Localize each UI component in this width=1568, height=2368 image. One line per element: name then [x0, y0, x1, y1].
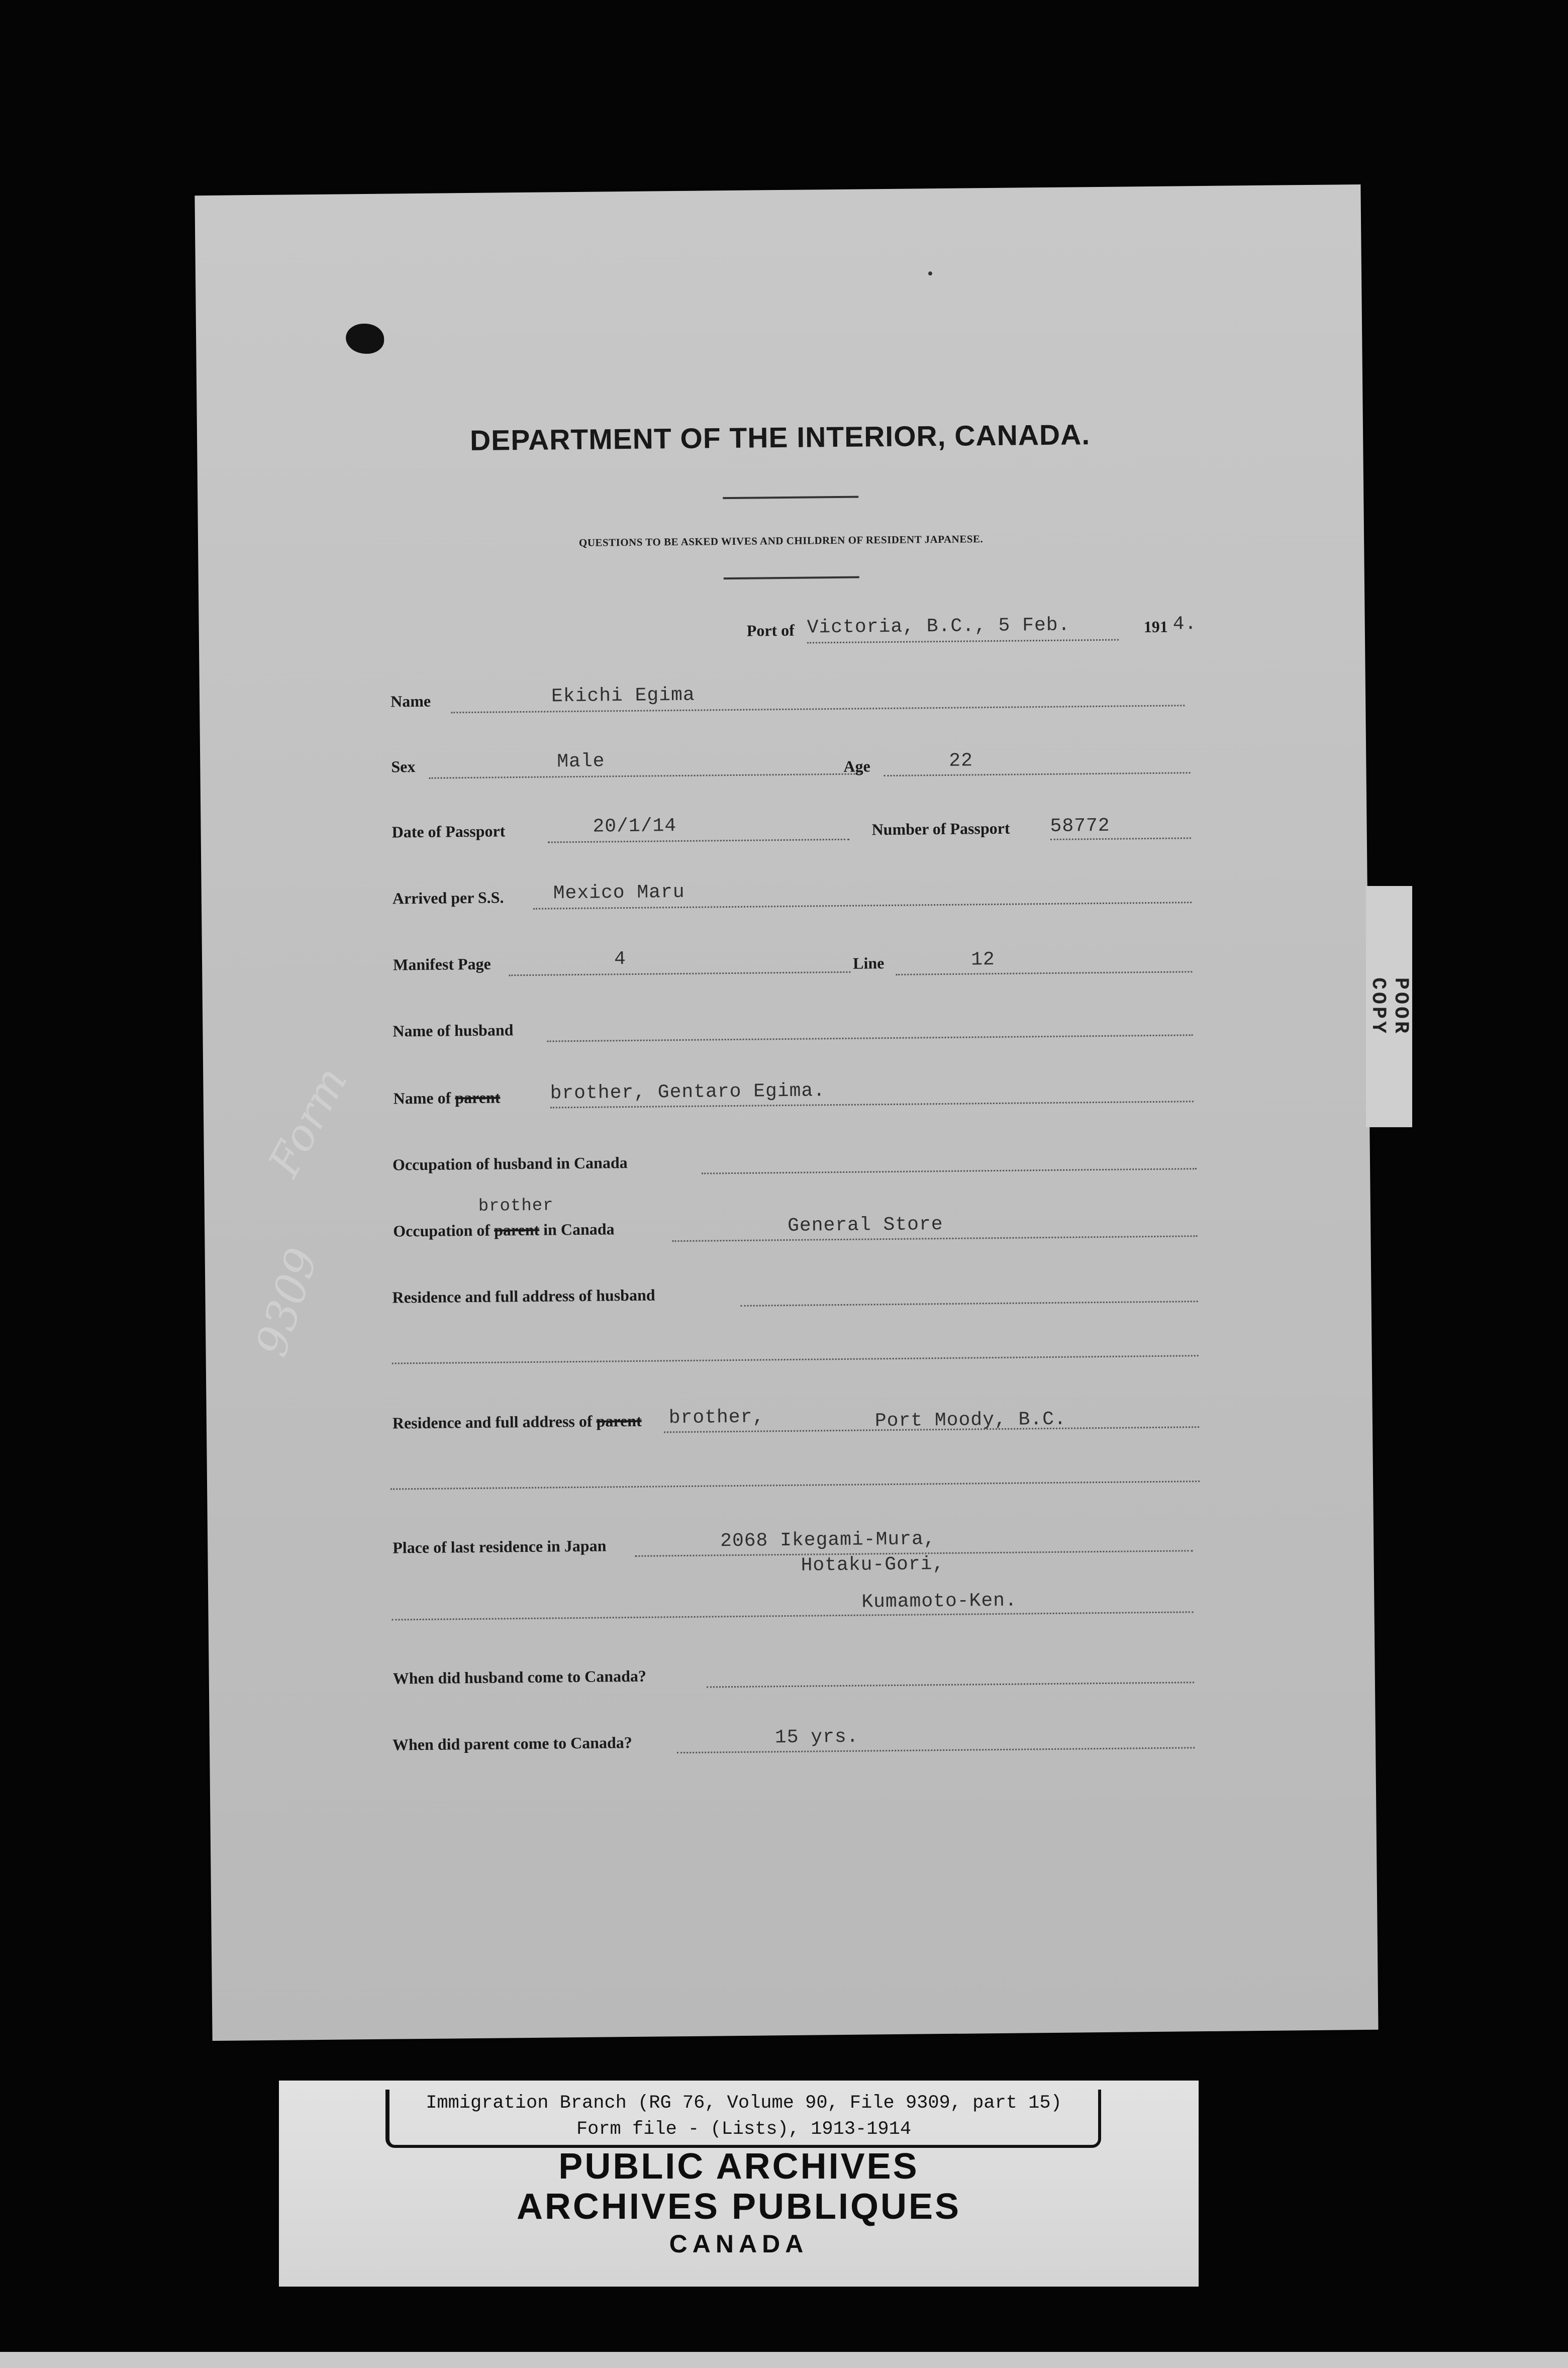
line-dotted-line	[896, 971, 1192, 975]
name-value: Ekichi Egima	[551, 684, 695, 708]
residence-husband-label: Residence and full address of husband	[392, 1286, 655, 1307]
number-of-passport-dotted-line	[1050, 837, 1191, 840]
sex-dotted-line	[429, 773, 861, 779]
last-residence-line-3: Kumamoto-Ken.	[861, 1590, 1018, 1613]
year-suffix: 4.	[1172, 613, 1197, 635]
name-of-husband-dotted-line	[547, 1034, 1193, 1042]
husband-came-label: When did husband come to Canada?	[393, 1666, 647, 1688]
title-rule-top	[723, 496, 858, 500]
port-dotted-line	[807, 639, 1119, 644]
name-of-husband-label: Name of husband	[393, 1021, 514, 1040]
handwritten-file-number: 9309	[246, 1242, 328, 1362]
last-residence-label: Place of last residence in Japan	[393, 1536, 607, 1557]
age-label: Age	[843, 757, 870, 775]
manifest-page-label: Manifest Page	[393, 954, 491, 974]
residence-parent-value-2: Port Moody, B.C.	[874, 1408, 1066, 1432]
archive-name-fr: ARCHIVES PUBLIQUES	[516, 2187, 961, 2227]
reference-box	[385, 2090, 1101, 2148]
age-value: 22	[949, 750, 973, 772]
line-value: 12	[970, 949, 995, 971]
archive-name-en: PUBLIC ARCHIVES	[558, 2146, 919, 2187]
occupation-husband-label: Occupation of husband in Canada	[392, 1153, 628, 1174]
poor-copy-text: POOR COPY	[1366, 977, 1412, 1036]
manifest-page-value: 4	[614, 948, 627, 970]
name-of-parent-value: brother, Gentaro Egima.	[550, 1080, 826, 1105]
date-of-passport-label: Date of Passport	[391, 822, 506, 841]
reference-line-2: Form file - (Lists), 1913-1914	[576, 2119, 912, 2140]
date-of-passport-dotted-line	[548, 839, 849, 843]
line-label: Line	[852, 954, 885, 972]
manifest-page-dotted-line	[509, 971, 850, 976]
name-label: Name	[390, 692, 431, 711]
residence-husband-dotted-line	[741, 1301, 1198, 1307]
name-of-parent-label	[394, 1088, 501, 1108]
arrived-per-label: Arrived per S.S.	[392, 888, 504, 908]
occupation-parent-value: General Store	[787, 1214, 943, 1237]
reference-line-1: Immigration Branch (RG 76, Volume 90, File 9309, part 15)	[426, 2093, 1062, 2114]
date-of-passport-value: 20/1/14	[593, 815, 677, 838]
title-rule-bottom	[724, 576, 859, 580]
form-page	[194, 184, 1378, 2041]
occupation-parent-label-suffix: in Canada	[543, 1220, 615, 1239]
residence-husband-dotted-line-2	[392, 1355, 1199, 1364]
form-subtitle: QUESTIONS TO BE ASKED WIVES AND CHILDREN OF RESIDENT JAPANESE.	[578, 533, 984, 549]
number-of-passport-label: Number of Passport	[871, 819, 1010, 839]
occupation-parent-label-prefix: Occupation of	[393, 1221, 491, 1240]
year-prefix: 191	[1143, 617, 1168, 636]
residence-parent-label	[393, 1412, 642, 1433]
occupation-parent-inserted-word: brother	[478, 1196, 554, 1216]
name-of-parent-struck-word: parent	[455, 1088, 501, 1107]
occupation-husband-dotted-line	[702, 1168, 1197, 1174]
residence-parent-label-prefix: Residence and full address of	[392, 1412, 593, 1432]
port-value: Victoria, B.C., 5 Feb.	[807, 614, 1070, 639]
ink-blot	[346, 324, 384, 354]
last-residence-line-2: Hotaku-Gori,	[801, 1553, 945, 1576]
residence-parent-struck-word: parent	[596, 1411, 642, 1430]
occupation-parent-dotted-line	[672, 1235, 1197, 1242]
age-dotted-line	[884, 772, 1191, 776]
occupation-parent-label	[393, 1220, 615, 1240]
arrived-per-value: Mexico Maru	[553, 881, 685, 905]
form-title: DEPARTMENT OF THE INTERIOR, CANADA.	[469, 419, 1091, 457]
archive-country: CANADA	[669, 2230, 809, 2258]
parent-came-label: When did parent come to Canada?	[392, 1733, 632, 1754]
parent-came-value: 15 yrs.	[774, 1726, 859, 1749]
last-residence-line-1: 2068 Ikegami-Mura,	[720, 1528, 936, 1552]
handwritten-form-note: Form	[259, 1059, 357, 1185]
port-label: Port of	[746, 621, 795, 640]
paper-speck	[928, 271, 932, 275]
parent-came-dotted-line	[677, 1747, 1195, 1753]
residence-parent-dotted-line-2	[390, 1481, 1200, 1490]
sex-value: Male	[557, 750, 605, 773]
last-residence-dotted-line-2	[392, 1611, 1194, 1620]
sex-label: Sex	[391, 757, 416, 776]
archive-label-card	[279, 2081, 1199, 2287]
occupation-parent-struck-word: parent	[494, 1220, 540, 1239]
film-edge	[0, 2352, 1568, 2368]
name-of-parent-label-prefix: Name of	[393, 1089, 451, 1108]
poor-copy-stamp	[1366, 886, 1412, 1127]
residence-parent-value-1: brother,	[668, 1406, 765, 1429]
husband-came-dotted-line	[707, 1682, 1194, 1688]
number-of-passport-value: 58772	[1050, 815, 1110, 837]
